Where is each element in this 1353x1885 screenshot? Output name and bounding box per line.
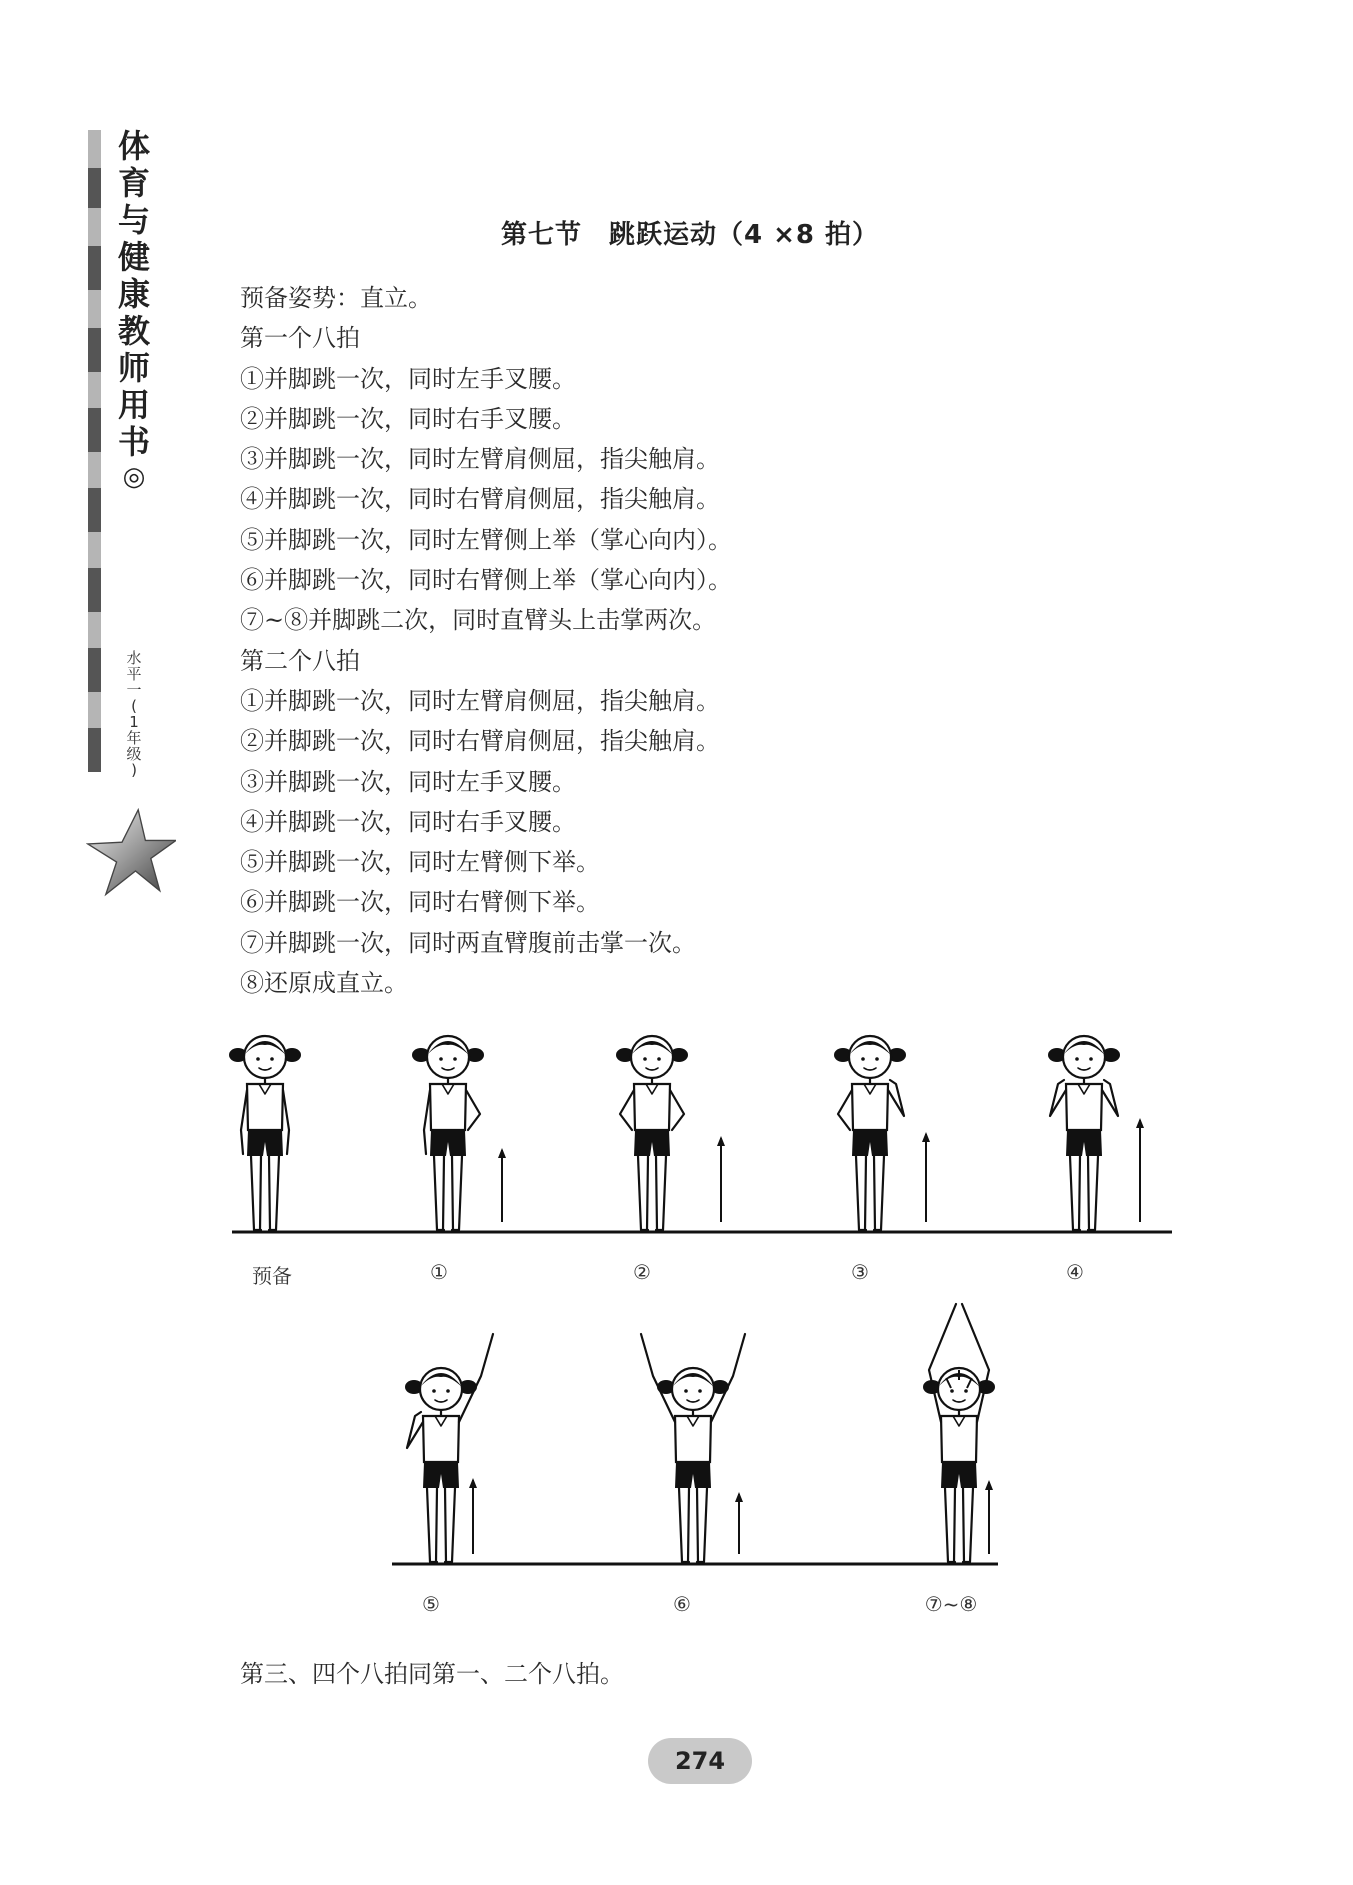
instruction-line: 第一个八拍 [240,324,360,353]
grade-level-vertical [124,650,144,778]
level-char: 年 [126,729,142,747]
girl-figure [1048,1036,1144,1230]
instruction-line: ①并脚跳一次，同时左手叉腰。 [240,364,576,393]
book-title-char: 教 [117,312,150,350]
book-title-char: 健 [117,238,150,276]
level-char: 1 [129,713,139,731]
figure-label: ⑤ [422,1592,440,1616]
instruction-line: ⑤并脚跳一次，同时左臂侧下举。 [240,848,600,877]
instruction-line: 预备姿势：直立。 [240,284,432,312]
exercise-illustrations [220,1000,1180,1640]
instruction-line: ⑤并脚跳一次，同时左臂侧上举（掌心向内）。 [240,525,732,554]
figure-label: ② [633,1260,651,1284]
sidebar-decoration-bars [88,130,102,800]
instruction-list [240,278,1140,1003]
instruction-line: 第二个八拍 [240,646,360,675]
instruction-line: ④并脚跳一次，同时右手叉腰。 [240,807,576,836]
level-char: 平 [126,665,142,683]
instruction-line: ②并脚跳一次，同时右手叉腰。 [240,404,576,433]
instruction-line: ③并脚跳一次，同时左手叉腰。 [240,767,576,796]
girl-figure [412,1036,506,1230]
figure-label: ① [430,1260,448,1284]
girl-figure [923,1304,995,1562]
instruction-line: ⑥并脚跳一次，同时右臂侧上举（掌心向内）。 [240,566,732,595]
book-title-char: 师 [117,349,150,387]
book-title-char: 育 [117,164,150,202]
section-title: 第七节 跳跃运动（4 ×8 拍） [500,220,880,250]
figure-label-prep: 预备 [252,1264,292,1288]
figure-label: ④ [1066,1260,1084,1284]
footer-note: 第三、四个八拍同第一、二个八拍。 [240,1660,624,1688]
level-char: 级 [126,745,142,763]
level-char: ( [131,697,137,715]
level-char: ) [131,761,137,779]
book-title-char: 用 [117,386,150,424]
girl-figure [641,1334,745,1562]
instruction-line: ④并脚跳一次，同时右臂肩侧屈，指尖触肩。 [240,485,720,514]
girl-figure [616,1036,725,1230]
book-title-char: 书 [117,423,150,461]
instruction-line: ⑥并脚跳一次，同时右臂侧下举。 [240,888,600,917]
girl-figure [405,1334,493,1562]
book-title-vertical [114,128,154,493]
level-char: 水 [126,649,142,667]
instruction-line: ①并脚跳一次，同时左臂肩侧屈，指尖触肩。 [240,686,720,715]
book-title-mark: ◎ [122,462,146,492]
girl-figure [834,1036,930,1230]
instruction-line: ②并脚跳一次，同时右臂肩侧屈，指尖触肩。 [240,727,720,756]
exercise-figures-svg [220,1000,1180,1640]
instruction-line: ⑧还原成直立。 [240,969,408,998]
star-icon [86,808,176,898]
figure-label: ③ [851,1260,869,1284]
book-title-char: 康 [117,275,150,313]
page-number-badge: 274 [648,1738,752,1784]
instruction-line: ⑦~⑧并脚跳二次，同时直臂头上击掌两次。 [240,606,717,635]
figure-label: ⑦~⑧ [924,1592,978,1616]
instruction-line: ③并脚跳一次，同时左臂肩侧屈，指尖触肩。 [240,445,720,474]
girl-figure [229,1036,301,1230]
level-char: 一 [126,681,142,699]
figure-label: ⑥ [673,1592,691,1616]
instruction-line: ⑦并脚跳一次，同时两直臂腹前击掌一次。 [240,928,696,957]
book-title-char: 体 [117,127,150,165]
book-title-char: 与 [117,201,150,239]
